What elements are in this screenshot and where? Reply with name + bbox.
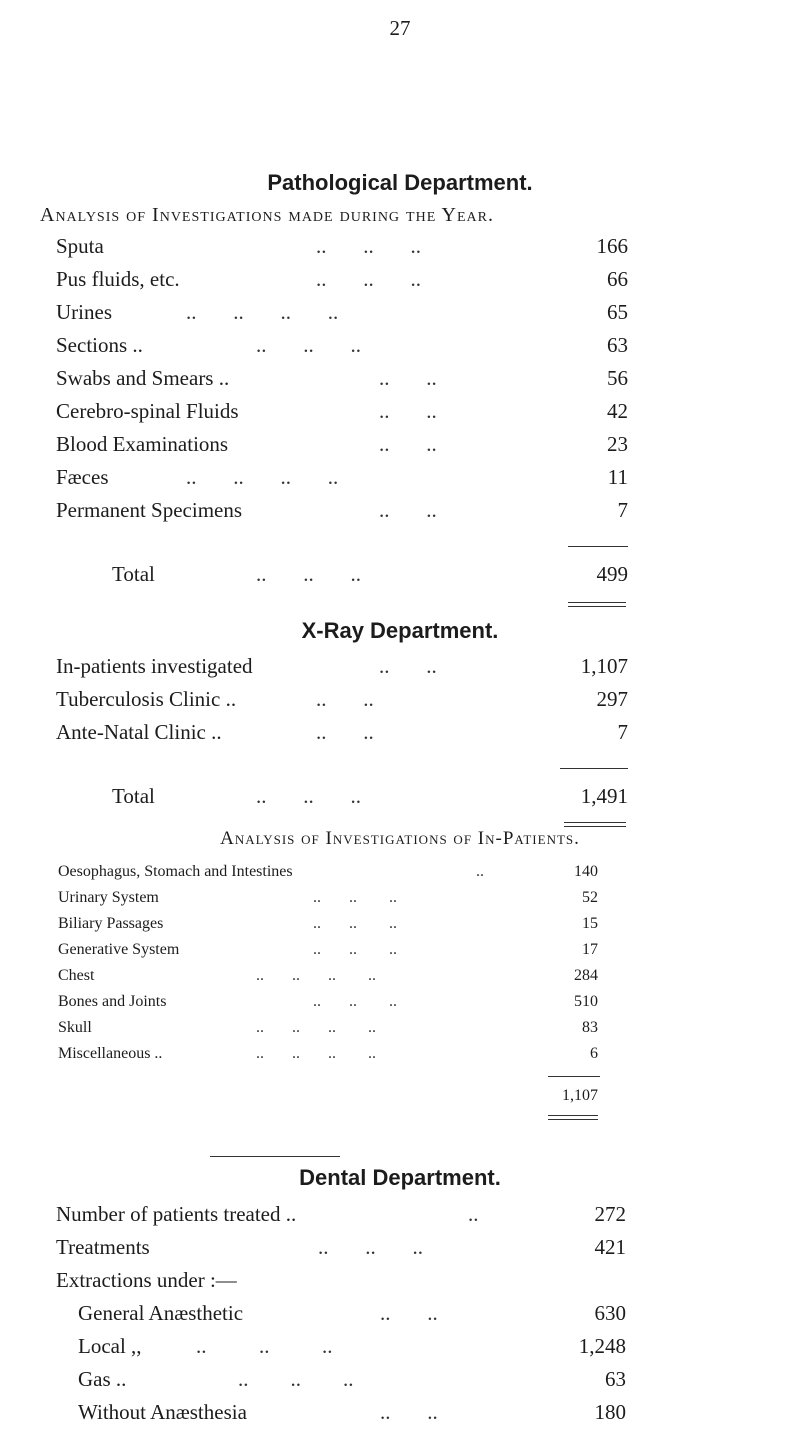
row-value: 166 [596, 234, 628, 258]
total-double-rule [548, 1115, 598, 1120]
leader-dots: .. .. .. .. [256, 1045, 376, 1062]
leader-dots: .. .. .. [313, 993, 397, 1010]
subtotal-rule [568, 546, 628, 547]
section-divider [210, 1156, 340, 1157]
row-label: Treatments [56, 1235, 150, 1259]
total-row [56, 782, 628, 810]
row-value: 66 [607, 267, 628, 291]
total-double-rule [564, 822, 626, 827]
row-value: 630 [594, 1301, 626, 1325]
table-row [56, 430, 628, 458]
total-label: Total [112, 562, 155, 586]
leader-dots: .. .. .. [313, 941, 397, 958]
leader-dots: .. .. .. [256, 562, 361, 586]
leader-dots: .. .. [379, 498, 437, 522]
row-label: Local ,, [78, 1334, 142, 1358]
row-value: 7 [617, 498, 628, 522]
row-value: 6 [590, 1045, 598, 1062]
row-label: Extractions under :— [56, 1268, 237, 1292]
table-row [56, 397, 628, 425]
leader-dots: .. .. [379, 366, 437, 390]
row-label: Sections .. [56, 333, 143, 357]
row-value: 65 [607, 300, 628, 324]
table-row [56, 1233, 626, 1261]
row-label: Generative System [58, 941, 180, 958]
row-value: 52 [582, 889, 598, 906]
table-row [58, 860, 598, 884]
pathological-subtitle: Analysis of Investigations made during the Year. [40, 204, 494, 226]
table-row [56, 463, 628, 491]
row-label: Fæces [56, 465, 109, 489]
table-row [78, 1332, 626, 1360]
table-row [58, 964, 598, 988]
row-label: Permanent Specimens [56, 498, 243, 522]
total-value: 1,107 [562, 1087, 598, 1104]
row-value: 83 [582, 1019, 598, 1036]
table-row [58, 886, 598, 910]
row-label: Without Anæsthesia [78, 1400, 247, 1424]
row-value: 421 [594, 1235, 626, 1259]
table-row [56, 265, 628, 293]
row-label: Ante-Natal Clinic .. [56, 720, 222, 744]
total-label: Total [112, 784, 155, 808]
leader-dots: .. [476, 863, 484, 880]
table-row [56, 496, 628, 524]
total-value: 499 [596, 562, 628, 586]
leader-dots: .. .. .. [256, 784, 361, 808]
table-row [56, 298, 628, 326]
subtotal-rule [548, 1076, 600, 1077]
row-label: Sputa [56, 234, 104, 258]
row-label: General Anæsthetic [78, 1301, 244, 1325]
leader-dots: .. .. .. [316, 267, 421, 291]
leader-dots: .. .. .. [313, 889, 397, 906]
table-row [56, 1200, 626, 1228]
leader-dots: .. .. .. [313, 915, 397, 932]
leader-dots: .. .. .. [316, 234, 421, 258]
table-row [58, 990, 598, 1014]
row-value: 1,107 [580, 654, 628, 678]
leader-dots: .. .. .. [256, 333, 361, 357]
row-label: Miscellaneous .. [58, 1045, 163, 1062]
row-label: Skull [58, 1019, 92, 1036]
row-value: 17 [582, 941, 598, 958]
leader-dots: .. .. [316, 720, 374, 744]
table-row [56, 331, 628, 359]
row-value: 297 [596, 687, 628, 711]
row-label: Urines [56, 300, 112, 324]
leader-dots: .. .. .. .. [256, 967, 376, 984]
leader-dots: .. .. .. [318, 1235, 423, 1259]
row-value: 42 [607, 399, 628, 423]
row-value: 23 [607, 432, 628, 456]
row-value: 15 [582, 915, 598, 932]
total-value: 1,491 [580, 784, 628, 808]
dental-title: Dental Department. [299, 1165, 501, 1190]
table-row [78, 1398, 626, 1426]
table-row [56, 685, 628, 713]
row-label: Biliary Passages [58, 915, 164, 932]
total-row [56, 560, 628, 588]
row-label: Gas .. [78, 1367, 127, 1391]
row-value: 56 [607, 366, 628, 390]
row-value: 7 [617, 720, 628, 744]
row-label: Number of patients treated .. [56, 1202, 297, 1226]
leader-dots: .. .. .. [196, 1334, 333, 1358]
leader-dots: .. .. [379, 399, 437, 423]
row-label: Oesophagus, Stomach and Intestines [58, 863, 293, 880]
xray-title: X-Ray Department. [301, 618, 499, 643]
extractions-heading [56, 1266, 626, 1294]
leader-dots: .. .. .. .. [186, 300, 339, 324]
table-row [56, 718, 628, 746]
row-label: Pus fluids, etc. [56, 267, 180, 291]
subtotal-rule [560, 768, 628, 769]
row-value: 1,248 [578, 1334, 626, 1358]
table-row [58, 1016, 598, 1040]
leader-dots: .. .. [380, 1400, 438, 1424]
table-row [58, 912, 598, 936]
row-label: Bones and Joints [58, 993, 167, 1010]
table-row [58, 1042, 598, 1066]
row-value: 510 [574, 993, 598, 1010]
leader-dots: .. .. [380, 1301, 438, 1325]
table-row [58, 938, 598, 962]
row-value: 63 [607, 333, 628, 357]
leader-dots: .. .. .. .. [186, 465, 339, 489]
row-value: 11 [607, 465, 628, 489]
row-label: Urinary System [58, 889, 159, 906]
inpatients-title: Analysis of Investigations of In-Patients. [220, 828, 580, 849]
row-label: In-patients investigated [56, 654, 253, 678]
total-double-rule [568, 602, 626, 607]
leader-dots: .. .. [379, 654, 437, 678]
table-row [78, 1299, 626, 1327]
table-row [56, 364, 628, 392]
row-label: Chest [58, 967, 95, 984]
table-row [78, 1365, 626, 1393]
row-value: 140 [574, 863, 598, 880]
row-value: 272 [594, 1202, 626, 1226]
row-label: Cerebro-spinal Fluids [56, 399, 239, 423]
leader-dots: .. [468, 1202, 479, 1226]
total-row [540, 1084, 598, 1108]
table-row [56, 652, 628, 680]
pathological-title: Pathological Department. [267, 170, 533, 195]
row-value: 63 [605, 1367, 626, 1391]
row-value: 180 [594, 1400, 626, 1424]
row-label: Tuberculosis Clinic .. [56, 687, 237, 711]
leader-dots: .. .. [379, 432, 437, 456]
row-label: Blood Examinations [56, 432, 229, 456]
leader-dots: .. .. [316, 687, 374, 711]
page-number: 27 [389, 16, 411, 40]
leader-dots: .. .. .. [238, 1367, 354, 1391]
leader-dots: .. .. .. .. [256, 1019, 376, 1036]
row-label: Swabs and Smears .. [56, 366, 230, 390]
row-value: 284 [574, 967, 598, 984]
table-row [56, 232, 628, 260]
